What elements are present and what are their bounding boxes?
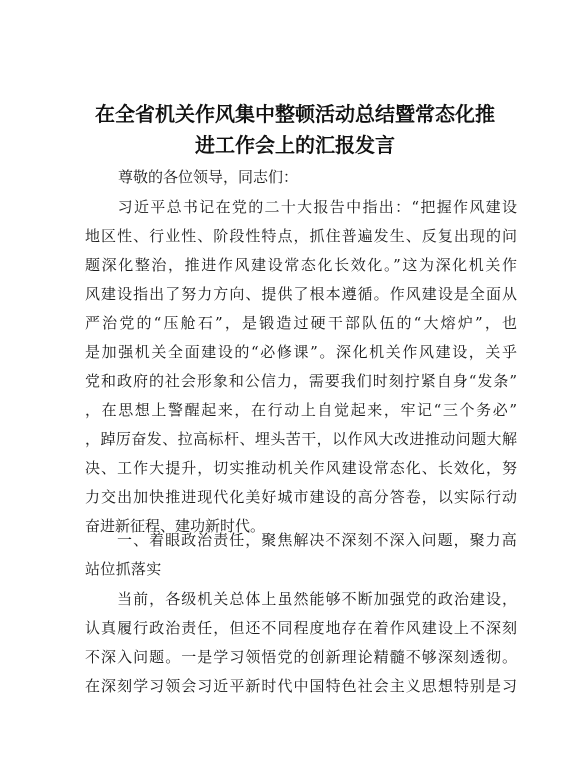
section-heading-1	[85, 526, 517, 584]
text-line: 当前，各级机关总体上虽然能够不断加强党的政治建设，	[85, 590, 517, 608]
text-line: 党和政府的社会形象和公信力，需要我们时刻拧紧自身“发条”	[85, 372, 517, 390]
text-line: 习近平总书记在党的二十大报告中指出：“把握作风建设	[85, 198, 517, 216]
title-line: 进工作会上的汇报发言	[195, 133, 395, 157]
text-line: 决、工作大提升，切实推动机关作风建设常态化、长效化，努	[85, 459, 517, 477]
greeting-line: 尊敬的各位领导，同志们：	[118, 168, 299, 186]
text-line: 风建设指出了努力方向、提供了根本遵循。作风建设是全面从	[85, 285, 517, 303]
text-line: 力交出加快推进现代化美好城市建设的高分答卷，以实际行动	[85, 488, 517, 506]
text-line: 一、着眼政治责任，聚焦解决不深刻不深入问题，聚力高	[85, 531, 517, 549]
text-line: ，踔厉奋发、拉高标杆、埋头苦干，以作风大改进推动问题大解	[85, 430, 517, 448]
text-line: 在深刻学习领会习近平新时代中国特色社会主义思想特别是习	[85, 677, 517, 695]
text-line: 是加强机关全面建设的“必修课”。深化机关作风建设，关乎	[85, 343, 517, 361]
title-line: 在全省机关作风集中整顿活动总结暨常态化推	[95, 102, 495, 126]
text-line: 认真履行政治责任，但还不同程度地存在着作风建设上不深刻	[85, 619, 517, 637]
text-line: ，在思想上警醒起来，在行动上自觉起来，牢记“三个务必”	[85, 401, 517, 419]
text-line: 题深化整治，推进作风建设常态化长效化。”这为深化机关作	[85, 256, 517, 274]
document-title	[82, 99, 508, 161]
text-line: 严治党的“压舱石”，是锻造过硬干部队伍的“大熔炉”，也	[85, 314, 517, 332]
text-line: 地区性、行业性、阶段性特点，抓住普遍发生、反复出现的问	[85, 227, 517, 245]
text-line: 不深入问题。一是学习领悟党的创新理论精髓不够深刻透彻。	[85, 648, 517, 666]
text-line: 站位抓落实	[85, 560, 162, 578]
paragraph-opening	[85, 193, 517, 541]
paragraph-section-1	[85, 585, 517, 701]
text-line: 奋进新征程、建功新时代。	[85, 517, 266, 535]
